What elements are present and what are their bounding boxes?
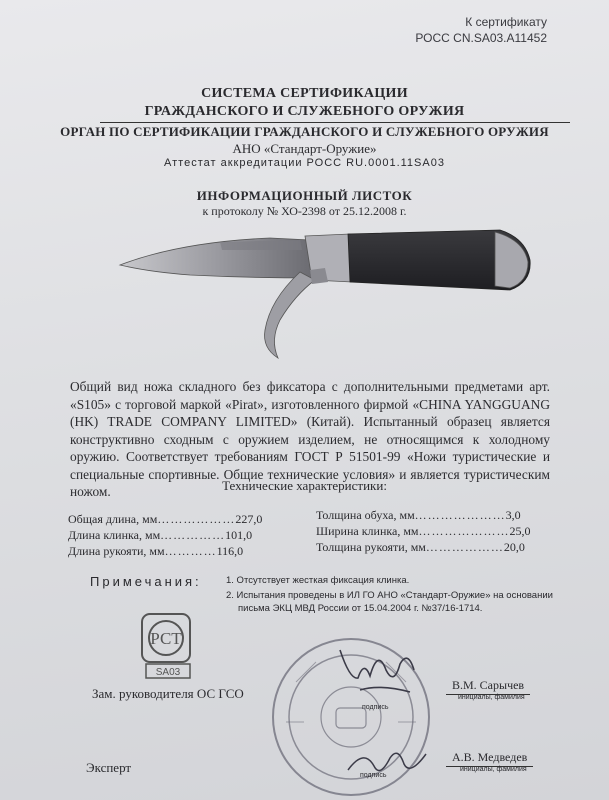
spec-value: 101,0 <box>225 528 253 542</box>
deputy-name-caption: инициалы, фамилия <box>458 694 525 701</box>
header-divider <box>100 122 570 123</box>
certification-body-title: ОРГАН ПО СЕРТИФИКАЦИИ ГРАЖДАНСКОГО И СЛУЖЕБНОГО ОРУЖИЯ <box>60 124 549 139</box>
specs-title: Технические характеристики: <box>222 478 387 493</box>
organization-name: АНО «Стандарт-Оружие» <box>232 141 377 156</box>
notes-label: Примечания: <box>90 574 202 589</box>
protocol-reference: к протоколу № ХО-2398 от 25.12.2008 г. <box>202 204 407 218</box>
deputy-name: В.М. Сарычев <box>446 678 530 695</box>
spec-label: Толщина рукояти, мм <box>316 540 426 554</box>
spec-value: 116,0 <box>216 544 244 558</box>
spec-right-row: Толщина обуха, мм…………………3,0 <box>316 508 521 522</box>
knife-image <box>100 220 540 370</box>
spec-label: Длина рукояти, мм <box>68 544 165 558</box>
spec-left-row: Длина клинка, мм……………101,0 <box>68 528 253 542</box>
note-item: 2. Испытания проведены в ИЛ ГО АНО «Стандарт-Оружие» на основании <box>226 590 553 601</box>
system-subtitle: ГРАЖДАНСКОГО И СЛУЖЕБНОГО ОРУЖИЯ <box>144 104 465 119</box>
certificate-number: РОСС CN.SA03.A11452 <box>415 31 547 45</box>
spec-value: 227,0 <box>235 512 263 526</box>
spec-value: 3,0 <box>505 508 521 522</box>
note-item: письма ЭКЦ МВД России от 15.04.2004 г. №37/16-1714. <box>238 603 483 614</box>
spec-right-row: Толщина рукояти, мм………………20,0 <box>316 540 525 554</box>
certificate-label: К сертификату <box>465 15 547 29</box>
notes-list <box>226 574 553 615</box>
spec-left-row: Длина рукояти, мм…………116,0 <box>68 544 244 558</box>
spec-right-row: Ширина клинка, мм…………………25,0 <box>316 524 531 538</box>
spec-label: Толщина обуха, мм <box>316 508 415 522</box>
expert-sign-caption: подпись <box>360 772 387 779</box>
info-sheet-heading: ИНФОРМАЦИОННЫЙ ЛИСТОК <box>196 188 413 203</box>
certificate-reference <box>415 14 547 46</box>
expert-name-caption: инициалы, фамилия <box>460 766 527 773</box>
spec-left-row: Общая длина, мм………………227,0 <box>68 512 263 526</box>
accreditation-line: Аттестат аккредитации РОСС RU.0001.11SA03 <box>164 157 445 169</box>
expert-role: Эксперт <box>86 760 132 775</box>
expert-name: А.В. Медведев <box>446 750 533 767</box>
seal-code: SA03 <box>155 667 181 678</box>
spec-label: Длина клинка, мм <box>68 528 161 542</box>
spec-value: 25,0 <box>509 524 531 538</box>
spec-label: Ширина клинка, мм <box>316 524 419 538</box>
description-paragraph: Общий вид ножа складного без фиксатора с дополнительными предметами арт. «S105» с торговой маркой «Pirat», изготовленного фирмой «CHINA YANGGUANG (HK) TRADE COMPANY LIMITED» (Китай). Испытанный образец является конструктивно сходным с оружием изделием, не относящимся к холодному оружию. Соответствует требованиям ГОСТ Р 51501-99 «Ножи туристические и специальные спортивные. Общие технические условия» и является туристическим ножом. <box>70 379 550 499</box>
spec-value: 20,0 <box>503 540 525 554</box>
certification-mark-logo <box>140 612 222 684</box>
deputy-role: Зам. руководителя ОС ГСО <box>92 686 244 701</box>
note-item: 1. Отсутствует жесткая фиксация клинка. <box>226 575 410 586</box>
deputy-signature <box>330 640 420 700</box>
deputy-sign-caption: подпись <box>362 704 389 711</box>
svg-text:РСТ: РСТ <box>150 629 182 648</box>
spec-label: Общая длина, мм <box>68 512 158 526</box>
system-title: СИСТЕМА СЕРТИФИКАЦИИ <box>201 86 408 101</box>
